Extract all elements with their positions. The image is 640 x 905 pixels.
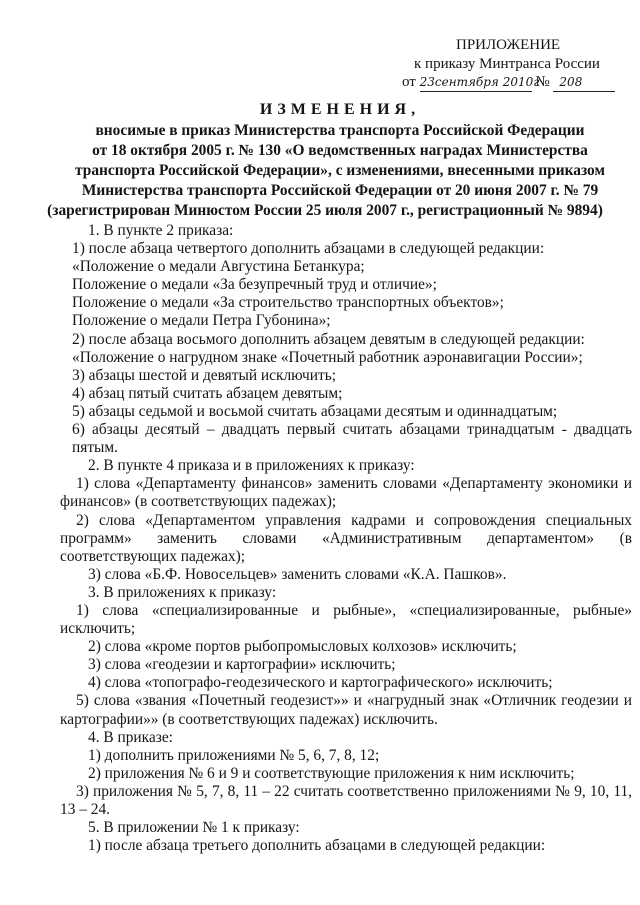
paragraph: 4) абзац пятый считать абзацем девятым;: [72, 384, 343, 402]
paragraph: 1) дополнить приложениями № 5, 6, 7, 8, 12;: [88, 746, 380, 764]
paragraph: 2) приложения № 6 и 9 и соответствующие приложения к ним исключить;: [88, 764, 575, 782]
heading-subtitle-line: вносимые в приказ Министерства транспорта Российской Федерации: [95, 122, 585, 139]
order-reference: к приказу Минтранса России: [414, 56, 600, 72]
appendix-title: ПРИЛОЖЕНИЕ: [456, 37, 561, 53]
paragraph: 2) слова «кроме портов рыбопромысловых колхозов» исключить;: [88, 638, 517, 656]
paragraph: 3) слова «Б.Ф. Новосельцев» заменить словами «К.А. Пашков».: [88, 565, 507, 583]
from-label: от: [402, 74, 416, 90]
paragraph: 4) слова «топографо-геодезического и картографического» исключить;: [88, 674, 553, 692]
paragraph: 3) слова «геодезии и картографии» исключить;: [88, 656, 396, 674]
paragraph: 1) после абзаца третьего дополнить абзацами в следующей редакции:: [88, 837, 546, 855]
paragraph: 5) слова «звания «Почетный геодезист»» и «нагрудный знак «Отличник геодезии и картографии»» (в соответствующих падежах) исключить.: [60, 692, 632, 728]
paragraph: «Положение о медали Августина Бетанкура;: [72, 258, 365, 276]
paragraph: 6) абзацы десятый – двадцать первый считать абзацами тринадцатым - двадцать пятым.: [72, 421, 632, 457]
paragraph: 2) после абзаца восьмого дополнить абзацем девятым в следующей редакции:: [72, 330, 585, 348]
heading-subtitle-line: транспорта Российской Федерации», с изменениями, внесенными приказом: [75, 162, 605, 179]
paragraph: 5) абзацы седьмой и восьмой считать абзацами десятым и одиннадцатым;: [72, 402, 558, 420]
section-heading: 2. В пункте 4 приказа и в приложениях к приказу:: [88, 457, 415, 475]
order-date-line: [402, 73, 615, 92]
section-heading: 1. В пункте 2 приказа:: [88, 222, 234, 239]
section-heading: 5. В приложении № 1 к приказу:: [88, 819, 300, 837]
paragraph: Положение о медали «За строительство транспортных объектов»;: [72, 294, 504, 312]
heading-subtitle-line: Министерства транспорта Российской Федерации от 20 июня 2007 г. № 79: [81, 182, 599, 199]
heading-subtitle-line: от 18 октября 2005 г. № 130 «О ведомственных наградах Министерства: [92, 142, 588, 159]
paragraph: 1) после абзаца четвертого дополнить абзацами в следующей редакции:: [72, 240, 545, 258]
heading-subtitle-line: (зарегистрирован Минюстом России 25 июля 2007 г., регистрационный № 9894): [47, 202, 603, 219]
paragraph: Положение о медали Петра Губонина»;: [72, 312, 331, 330]
document-heading: [40, 100, 640, 220]
paragraph: 1) слова «Департаменту финансов» заменить словами «Департаменту экономики и финансов» (в соответствующих падежах);: [60, 475, 632, 511]
document-body: [60, 222, 632, 855]
paragraph: 3) приложения № 5, 7, 8, 11 – 22 считать соответственно приложениями № 9, 10, 11, 13 – 24.: [60, 782, 632, 818]
paragraph: «Положение о нагрудном знаке «Почетный работник аэронавигации России»;: [72, 348, 583, 366]
section-heading: 3. В приложениях к приказу:: [88, 583, 277, 601]
heading-title: ИЗМЕНЕНИЯ,: [259, 101, 421, 118]
paragraph: Положение о медали «За безупречный труд и отличие»;: [72, 276, 437, 294]
paragraph: 1) слова «специализированные и рыбные», «специализированные, рыбные» исключить;: [60, 601, 632, 638]
section-heading: 4. В приказе:: [88, 728, 173, 746]
number-label: №: [535, 74, 550, 90]
paragraph: 2) слова «Департаментом управления кадрами и сопровождения специальных программ» заменить словами «Административным департаментом» (в соответствующих падежах);: [60, 511, 632, 565]
paragraph: 3) абзацы шестой и девятый исключить;: [72, 366, 337, 384]
handwritten-date: 23сентября 2010г: [420, 73, 532, 92]
handwritten-number: 208: [553, 73, 615, 92]
